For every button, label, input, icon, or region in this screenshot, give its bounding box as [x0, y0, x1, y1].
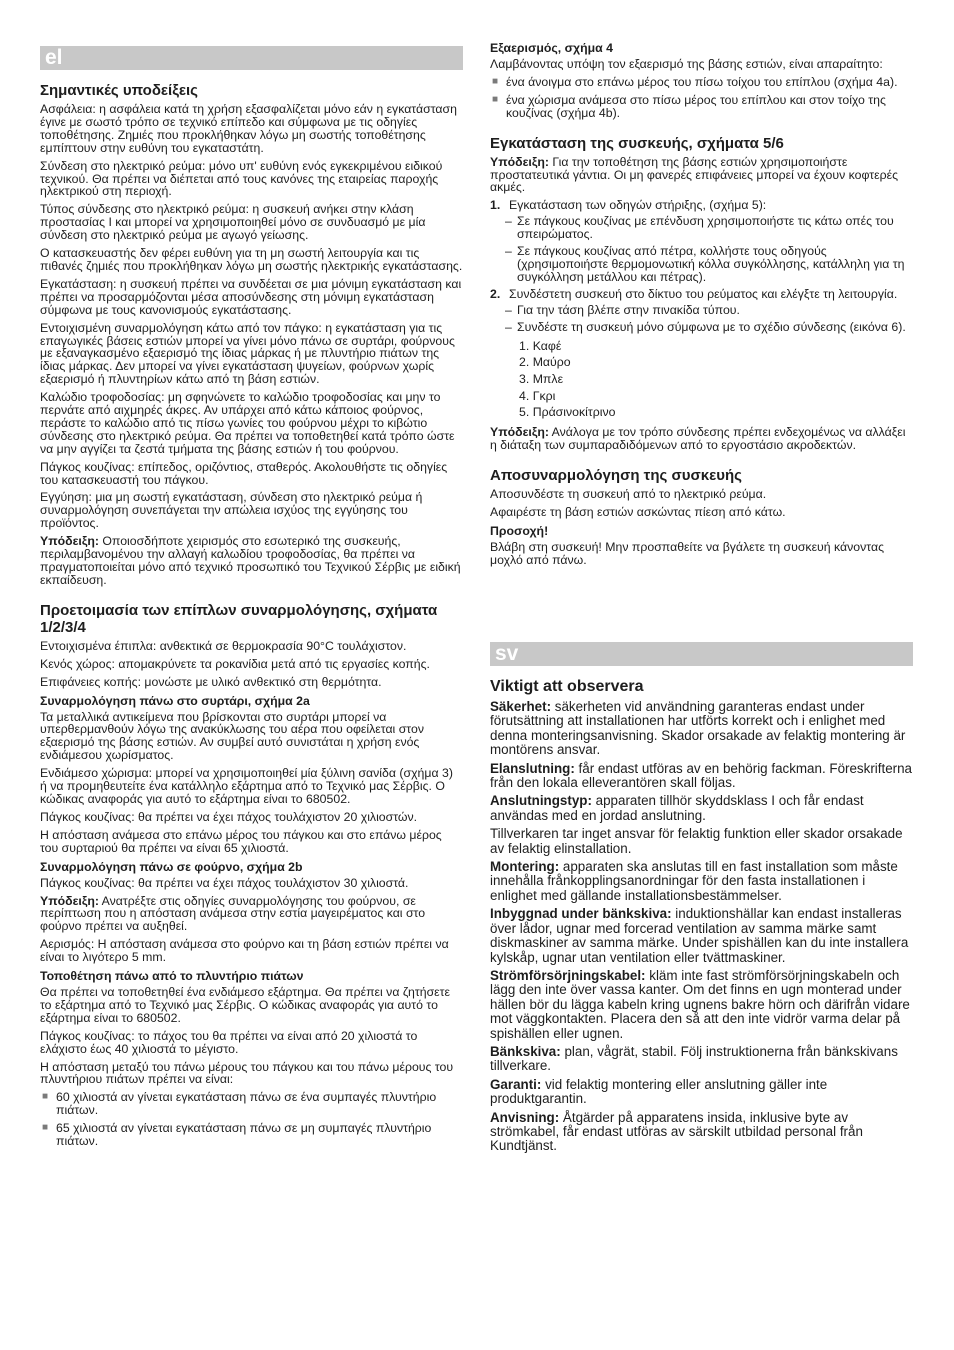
paragraph-text: apparaten tillhör skyddsklass I och får endast användas med en jordad anslutning. — [490, 793, 864, 823]
paragraph-text: plan, vågrät, stabil. Följ instruktionerna från bänkskivans tillverkare. — [490, 1043, 898, 1074]
list-item: ■ 65 χιλιοστά αν γίνεται εγκατάσταση πάνω σε μη συμπαγές πλυντήριο πιάτων. — [40, 1122, 463, 1148]
subheading-ventilation: Εξαερισμός, σχήμα 4 — [490, 41, 613, 55]
wire-color: Πράσινοκίτρινο — [532, 405, 616, 420]
language-label: sv — [495, 642, 519, 665]
paragraph-power-connection: Σύνδεση στο ηλεκτρικό ρεύμα: μόνο υπ' ευθύνη ενός εγκεκριμένου ειδικού τεχνικού. Θα πρέπει να διέπεται από τους κανόνες της εταιρείας παροχής ηλεκτρικού στη περιοχή. — [40, 158, 443, 199]
note-text: Οποιοσδήποτε χειρισμός στο εσωτερικό της συσκευής, περιλαμβανομένου την αλλαγή καλωδίου τροφοδοσίας, θα πρέπει να πραγματοποιείται μόνο από τεχνικό προσωπικό του Τεχνικού Σέρβις με ειδική εκπαίδευση. — [40, 534, 461, 587]
paragraph-lead: Anvisning: — [490, 1109, 560, 1125]
section-heading-installation: Εγκατάσταση της συσκευής, σχήματα 5/6 — [490, 134, 784, 152]
subheading-drawer: Συναρμολόγηση πάνω στο συρτάρι, σχήμα 2a — [40, 693, 310, 708]
paragraph-manufacturer: Tillverkaren tar inget ansvar för felaktig funktion eller skador orsakade av felaktig elinstallation. — [490, 826, 903, 856]
wire-color: Μαύρο — [532, 355, 571, 370]
paragraph-built-in: Εντοιχισμένη συναρμολόγηση κάτω από τον πάγκο: η εγκατάσταση για τις επαγωγικές βάσεις εστιών μπορεί να γίνει μόνο πάνω σε συρτάρι, φούρνους με εξαναγκασμένο εξαερισμό της ίδιας μάρκας ή με πλυντήριο πιάτων της ίδιας μάρκας. Δεν μπορεί να γίνει εγκατάσταση ψυγείων, φούρνων χωρίς εξαερισμό ή πλυντηρίων κάτω από τη βάση εστιών. — [40, 320, 455, 387]
wire-color: Μπλε — [532, 371, 564, 386]
paragraph: Ενδιάμεσο χώρισμα: μπορεί να χρησιμοποιηθεί μία ξύλινη σανίδα (σχήμα 3) ή να προμηθευτείτε ένα κατάλληλο εξάρτημα από το Τεχνικό μας Σέρβις. Ο κώδικας αναφοράς για αυτό το εξάρτημα είναι το 680502. — [40, 766, 453, 806]
paragraph-lead: Inbyggnad under bänkskiva: — [490, 906, 672, 922]
paragraph: Η απόσταση μεταξύ του πάνω μέρους του πάγκου και του πάνω μέρους του πλυντήριου πιάτων πρέπει να είναι: — [40, 1059, 454, 1087]
list-item: ■ ένα χώρισμα ανάμεσα στο πίσω μέρος του επίπλου και στον τοίχο της κουζίνας (σχήμα 4b). — [490, 94, 913, 120]
paragraph-power-cable — [490, 969, 913, 1041]
paragraph-manufacturer-liability: Ο κατασκευαστής δεν φέρει ευθύνη για τη μη σωστή λειτουργία και τις πιθανές ζημιές που προκλήθηκαν λόγω μη σωστής ηλεκτρικής εγκατάστασης. — [40, 246, 463, 273]
paragraph-built-in-furniture: Εντοιχισμένα έπιπλα: ανθεκτικά σε θερμοκρασία 90°C τουλάχιστον. — [40, 638, 407, 653]
paragraph-lead: Garanti: — [490, 1076, 542, 1092]
wire-number: 2. — [519, 355, 530, 370]
note-paragraph — [490, 426, 913, 452]
paragraph-lead: Elanslutning: — [490, 760, 575, 776]
wire-color-list — [490, 338, 913, 422]
caution-text: Βλάβη στη συσκευή! Μην προσπαθείτε να βγάλετε τη συσκευή κάνοντας μοχλό από πάνω. — [490, 539, 884, 567]
paragraph-empty-space: Κενός χώρος: απομακρύνετε τα ροκανίδια μετά από τις εργασίες κοπής. — [40, 656, 430, 671]
note-paragraph — [40, 895, 463, 934]
wire-number: 1. — [519, 338, 530, 353]
paragraph-lead: Säkerhet: — [490, 699, 552, 714]
paragraph: Πάγκος κουζίνας: το πάχος του θα πρέπει να είναι από 20 χιλιοστά το ελάχιστο έως 40 χιλιοστά το μέγιστο. — [40, 1028, 418, 1056]
note-label: Υπόδειξη: — [40, 893, 99, 908]
right-column-greek — [490, 42, 913, 571]
right-column-swedish — [490, 642, 913, 1158]
section-heading-preparation: Προετοιμασία των επίπλων συναρμολόγησης, σχήματα 1/2/3/4 — [40, 601, 438, 636]
list-item: ■ ένα άνοιγμα στο επάνω μέρος του πίσω τοίχου του επίπλου (σχήμα 4a). — [490, 76, 913, 89]
subheading-oven: Συναρμολόγηση πάνω σε φούρνο, σχήμα 2b — [40, 859, 303, 874]
paragraph-lead: Bänkskiva: — [490, 1043, 561, 1059]
left-column — [40, 46, 463, 1153]
paragraph-text: vid felaktig montering eller anslutning gäller inte produktgarantin. — [490, 1076, 828, 1107]
note-label: Υπόδειξη: — [490, 154, 549, 169]
paragraph-mounting — [490, 860, 913, 903]
note-text: Ανάλογα με τον τρόπο σύνδεσης πρέπει ενδεχομένως να αλλάξει η διάταξη των συμπαραδιδόμενων από το εργοστάσιο ακροδεκτών. — [490, 425, 906, 452]
note-label: Υπόδειξη: — [40, 534, 99, 549]
paragraph: Αποσυνδέστε τη συσκευή από το ηλεκτρικό ρεύμα. — [490, 486, 767, 501]
paragraph-worktop: Πάγκος κουζίνας: επίπεδος, οριζόντιος, σταθερός. Ακολουθήστε τις οδηγίες του κατασκευαστή του πάγκου. — [40, 459, 448, 487]
paragraph: Λαμβάνοντας υπόψη τον εξαερισμό της βάσης εστιών, είναι απαραίτητο: — [490, 57, 883, 71]
paragraph-instruction — [490, 1111, 913, 1154]
paragraph-text: Åtgärder på apparatens insida, inklusive byte av strömkabel, får endast utföras av särskilt utbildad personal från Kundtjänst. — [490, 1109, 863, 1154]
paragraph-connection-type: Τύπος σύνδεσης στο ηλεκτρικό ρεύμα: η συσκευή ανήκει στην κλάση προστασίας I και μπορεί να χρησιμοποιηθεί μόνο σε συνδυασμό με μία σύνδεση στο ηλεκτρικό ρεύμα με αγωγό γείωσης. — [40, 202, 426, 243]
list-item: – Σε πάγκους κουζίνας από πέτρα, κολλήστε τους οδηγούς (χρησιμοποιήστε θερμομονωτική κόλλα συγκόλλησης, κατάλληλη για τη συγκόλληση μετάλλου και πέτρας). — [490, 245, 913, 284]
paragraph-electrical — [490, 762, 913, 791]
paragraph-installation: Εγκατάσταση: η συσκευή πρέπει να συνδέεται σε μια μόνιμη εγκατάσταση και πρέπει να προσαρμόζονται μέσα αποσύνδεσης στη μόνιμη εγκατάσταση σύμφωνα με τους κανονισμούς εγκατάστασης. — [40, 276, 462, 317]
note-text: Για την τοποθέτηση της βάσης εστιών χρησιμοποιήστε προστατευτικά γάντια. Οι μη φανερές επιφάνειες μπορεί να έχουν κοφτερές ακμές. — [490, 154, 899, 195]
step-text: Εγκατάσταση των οδηγών στήριξης, (σχήμα 5): — [509, 198, 767, 213]
dash-list — [490, 215, 913, 284]
paragraph: Πάγκος κουζίνας: θα πρέπει να έχει πάχος τουλάχιστον 20 χιλιοστών. — [40, 809, 418, 824]
paragraph-text: säkerheten vid användning garanteras endast under förutsättning att installationen har utförts korrekt och i enlighet med denna monteringsanvisning. Skador orsakade av felaktig montering är montörens ansvar. — [490, 699, 906, 758]
list-item: ■ 60 χιλιοστά αν γίνεται εγκατάσταση πάνω σε ένα συμπαγές πλυντήριο πιάτων. — [40, 1091, 463, 1117]
wire-item — [519, 354, 913, 371]
note-paragraph — [490, 156, 913, 195]
bullet-list — [490, 76, 913, 120]
wire-number: 5. — [519, 405, 530, 420]
caution-title: Προσοχή! — [490, 523, 549, 538]
paragraph-lead: Strömförsörjningskabel: — [490, 967, 646, 983]
wire-number: 3. — [519, 371, 530, 386]
section-heading-important-notes: Σημαντικές υποδείξεις — [40, 82, 198, 99]
list-item: – Για την τάση βλέπε στην πινακίδα τύπου. — [490, 304, 913, 317]
paragraph: Η απόσταση ανάμεσα στο επάνω μέρος του πάγκου και στο επάνω μέρος του συρταριού θα πρέπει να είναι 65 χιλιοστά. — [40, 827, 442, 855]
step-number: 2. — [490, 286, 501, 301]
wire-item — [519, 404, 913, 421]
paragraph: Θα πρέπει να τοποθετηθεί ένα ενδιάμεσο εξάρτημα. Θα πρέπει να ζητήσετε το εξάρτημα από το Τεχνικό μας Σέρβις. Ο κώδικας αναφοράς για αυτό το εξάρτημα είναι το 680502. — [40, 985, 451, 1025]
list-item: – Συνδέστε τη συσκευή μόνο σύμφωνα με το σχέδιο σύνδεσης (εικόνα 6). — [490, 321, 913, 334]
dash-list — [490, 304, 913, 334]
paragraph-safety — [490, 700, 913, 758]
subheading-dishwasher: Τοποθέτηση πάνω από το πλυντήριο πιάτων — [40, 969, 304, 984]
step-1 — [490, 199, 913, 212]
paragraph-warranty: Εγγύηση: μια μη σωστή εγκατάσταση, σύνδεση στο ηλεκτρικό ρεύμα ή συναρμολόγηση συνεπάγεται την απώλεια ισχύος της εγγύησης του προϊόντος. — [40, 490, 423, 531]
wire-item — [519, 388, 913, 405]
paragraph-warranty — [490, 1078, 913, 1107]
step-text: Συνδέστετη συσκευή στο δίκτυο του ρεύματος και ελέγξτε τη λειτουργία. — [509, 286, 898, 301]
paragraph-lead: Montering: — [490, 859, 560, 875]
paragraph: Τα μεταλλικά αντικείμενα που βρίσκονται στο συρτάρι μπορεί να υπερθερμανθούν λόγω της ανακύκλωσης του αέρα που οφείλεται στον εξαερισμό της βάσης εστιών. Αν συμβεί αυτό συνιστάται η χρήση ενός ενδιάμεσου χωρίσματος. — [40, 709, 424, 763]
wire-color: Καφέ — [532, 338, 562, 353]
wire-number: 4. — [519, 388, 530, 403]
paragraph-text: induktionshällar kan endast installeras över lådor, ugnar med forcerad ventilation av samma märke samt diskmaskiner av samma märke. Under spishällen kan du inte installera kylskåp, ugnar utan ventilation eller tvättmaskiner. — [490, 906, 909, 965]
language-label: el — [45, 46, 63, 69]
wire-item — [519, 338, 913, 355]
wire-color: Γκρι — [532, 388, 556, 403]
paragraph-lead: Anslutningstyp: — [490, 793, 592, 809]
note-paragraph — [40, 535, 463, 587]
section-heading-removal: Αποσυναρμολόγηση της συσκευής — [490, 466, 742, 484]
paragraph: Αερισμός: Η απόσταση ανάμεσα στο φούρνο και τη βάση εστιών πρέπει να είναι το λιγότερο 5 mm. — [40, 937, 449, 965]
step-2 — [490, 288, 913, 301]
list-item: – Σε πάγκους κουζίνας με επένδυση χρησιμοποιήστε τις κάτω οπές του σπειρώματος. — [490, 215, 913, 241]
note-label: Υπόδειξη: — [490, 425, 549, 440]
language-bar-sv — [490, 642, 913, 666]
language-bar-el — [40, 46, 463, 70]
paragraph-text: apparaten ska anslutas till en fast installation som måste innehålla frånkopplingsanordningar för den fasta installationen i enlighet med gällande installationsbestämmelser. — [490, 859, 898, 903]
note-text: Ανατρέξτε στις οδηγίες συναρμολόγησης του φούρνου, σε περίπτωση που η απόσταση ανάμεσα στην εστία μαγειρέματος και στο φούρνο πρέπει να αυξηθεί. — [40, 893, 426, 934]
paragraph: Πάγκος κουζίνας: θα πρέπει να έχει πάχος τουλάχιστον 30 χιλιοστά. — [40, 875, 409, 890]
paragraph-worktop — [490, 1045, 913, 1074]
paragraph-text: kläm inte fast strömförsörjningskabeln och lägg den inte över vassa kanter. Om det finns en ugn monterad under hällen bör du lägga kabeln kring ugnens bakre hörn och därifrån vidare mot väggkontakten. Placera den så att den inte vidrör varma delar på spishällen eller ugnen. — [490, 967, 910, 1041]
paragraph-built-in — [490, 907, 913, 965]
bullet-list — [40, 1091, 463, 1148]
paragraph-safety: Ασφάλεια: η ασφάλεια κατά τη χρήση εξασφαλίζεται μόνο εάν η εγκατάσταση έγινε με σωστό τρόπο σε τεχνικό επίπεδο και σύμφωνα με τις οδηγίες τοποθέτησης. Ζημιές που προκλήθηκαν λόγω μη σωστής τοποθέτησης εμπίπτουν στην ευθύνη του εγκαταστάτη. — [40, 102, 457, 155]
paragraph-connection-type — [490, 794, 913, 823]
paragraph-power-cable: Καλώδιο τροφοδοσίας: μη σφηνώνετε το καλώδιο τροφοδοσίας και μην το περνάτε από αιχμηρές άκρες. Αν υπάρχει από κάτω κάποιος φούρνος, περάστε το καλώδιο από τις πίσω γωνίες του φούρνου μέχρι το κιβώτιο σύνδεσης στο ηλεκτρικό ρεύμα. Θα πρέπει να τοποθετηθεί κατά τρόπο ώστε να μην αγγίζει τα ζεστά τμήματα της βάσης εστιών ή του φούρνου. — [40, 390, 455, 456]
paragraph-text: får endast utföras av en behörig fackman. Föreskrifterna från den lokala elleverantören skall följas. — [490, 760, 912, 791]
step-number: 1. — [490, 198, 501, 213]
paragraph-cut-surfaces: Επιφάνειες κοπής: μονώστε με υλικό ανθεκτικό στη θερμότητα. — [40, 674, 382, 689]
section-heading-important: Viktigt att observera — [490, 678, 644, 695]
paragraph: Αφαιρέστε τη βάση εστιών ασκώντας πίεση από κάτω. — [490, 504, 786, 519]
wire-item — [519, 371, 913, 388]
